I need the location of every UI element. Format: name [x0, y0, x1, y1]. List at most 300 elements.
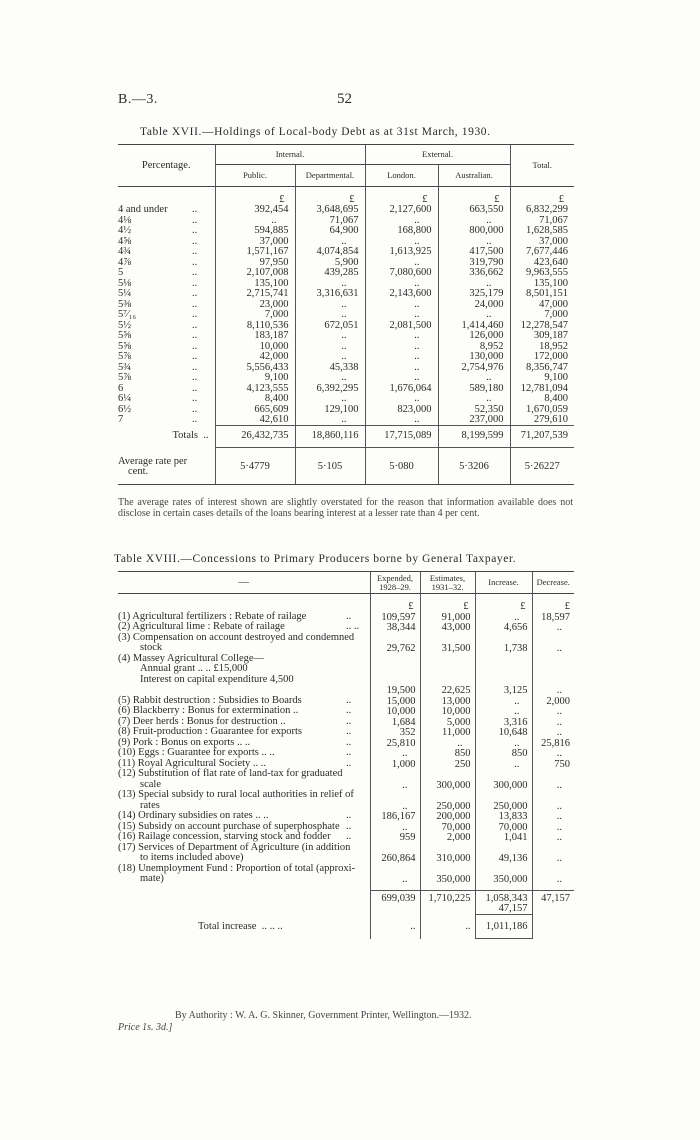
- estimates-cell: 250: [420, 759, 475, 770]
- total-estimates: 1,710,225: [420, 891, 475, 915]
- table-row: [118, 404, 574, 415]
- estimates-cell: 350,000: [420, 864, 475, 885]
- rate-cell: 5½ ..: [118, 319, 198, 331]
- col-australian: Australian.: [438, 165, 510, 187]
- australian-cell: ..: [438, 373, 510, 384]
- total-cell: 1,670,059: [510, 404, 574, 415]
- table-row: [118, 748, 574, 759]
- estimates-cell: 22,625: [420, 654, 475, 696]
- decrease-cell: ..: [532, 654, 574, 696]
- currency-symbol: £: [510, 187, 574, 205]
- public-cell: 97,950: [215, 257, 295, 268]
- decrease-cell: 25,816: [532, 738, 574, 749]
- london-cell: ..: [365, 394, 438, 405]
- table-row: [118, 383, 574, 394]
- australian-cell: 325,179: [438, 289, 510, 300]
- decrease-cell: 750: [532, 759, 574, 770]
- item-cell: (5) Rabbit destruction : Subsidies to Boards ..: [118, 694, 352, 706]
- total-cell: 6,832,299: [510, 205, 574, 216]
- total-cell: 279,610: [510, 415, 574, 426]
- total-cell: 1,628,585: [510, 226, 574, 237]
- public-cell: 9,100: [215, 373, 295, 384]
- col-external: External.: [365, 145, 510, 165]
- london-cell: ..: [365, 362, 438, 373]
- australian-cell: 8,952: [438, 341, 510, 352]
- total-increase-label: Total increase .. .. ..: [198, 920, 283, 932]
- public-cell: 135,100: [215, 278, 295, 289]
- increase-cell: ..: [475, 759, 532, 770]
- departmental-cell: 4,074,854: [295, 247, 365, 258]
- expended-cell: 352: [370, 727, 420, 738]
- london-cell: 7,080,600: [365, 268, 438, 279]
- table-row: [118, 864, 574, 885]
- london-cell: ..: [365, 257, 438, 268]
- london-cell: ..: [365, 415, 438, 426]
- page-number: 52: [337, 91, 352, 107]
- table-row: [118, 247, 574, 258]
- table-row: [118, 289, 574, 300]
- average-label: Average rate per cent.: [118, 456, 188, 477]
- rate-cell: 5⅜ ..: [118, 298, 198, 310]
- london-cell: ..: [365, 373, 438, 384]
- total-cell: 37,000: [510, 236, 574, 247]
- decrease-cell: ..: [532, 822, 574, 833]
- table-row: [118, 811, 574, 822]
- increase-cell: 1,041: [475, 832, 532, 843]
- item-cell: (6) Blackberry : Bonus for extermination .. ..: [118, 705, 352, 716]
- table18-title: Table XVIII.—Concessions to Primary Producers borne by General Taxpayer.: [114, 553, 517, 565]
- table17-note: The average rates of interest shown are slightly overstated for the reason that information available does not disclose in certain cases details of the loans bearing interest at a lesser rate than 4 per cent.: [118, 497, 573, 519]
- decrease-cell: ..: [532, 864, 574, 885]
- expended-cell: 186,167: [370, 811, 420, 822]
- australian-cell: 319,790: [438, 257, 510, 268]
- expended-cell: 1,684: [370, 717, 420, 728]
- decrease-cell: ..: [532, 622, 574, 633]
- item-cell: (10) Eggs : Guarantee for exports .. .. ..: [118, 747, 352, 758]
- rate-cell: 4⅛ ..: [118, 214, 198, 226]
- decrease-cell: ..: [532, 832, 574, 843]
- australian-cell: 663,550: [438, 205, 510, 216]
- table-row: [118, 268, 574, 279]
- estimates-cell: 70,000: [420, 822, 475, 833]
- expended-cell: 260,864: [370, 843, 420, 864]
- table17-title: Table XVII.—Holdings of Local-body Debt as at 31st March, 1930.: [140, 126, 491, 138]
- item-cell: (18) Unemployment Fund : Proportion of total (approxi- mate): [118, 862, 356, 884]
- rate-cell: 4⅝ ..: [118, 235, 198, 247]
- estimates-cell: 13,000: [420, 696, 475, 707]
- estimates-cell: ..: [420, 738, 475, 749]
- public-cell: 665,609: [215, 404, 295, 415]
- departmental-cell: 6,392,295: [295, 383, 365, 394]
- currency-symbol: £: [420, 594, 475, 612]
- total-cell: 12,781,094: [510, 383, 574, 394]
- london-cell: ..: [365, 331, 438, 342]
- total-cell: 7,000: [510, 310, 574, 321]
- increase-cell: 250,000: [475, 790, 532, 811]
- decrease-cell: ..: [532, 717, 574, 728]
- departmental-cell: 129,100: [295, 404, 365, 415]
- col-estimates: Estimates, 1931–32.: [420, 572, 475, 594]
- item-cell: (13) Special subsidy to rural local authorities in relief of rates: [118, 789, 354, 811]
- departmental-cell: 439,285: [295, 268, 365, 279]
- departmental-cell: ..: [295, 278, 365, 289]
- estimates-cell: 200,000: [420, 811, 475, 822]
- australian-cell: 800,000: [438, 226, 510, 237]
- table-row: [118, 706, 574, 717]
- rate-cell: 5⅝ ..: [118, 330, 198, 341]
- total-australian: 8,199,599: [438, 425, 510, 447]
- expended-cell: 15,000: [370, 696, 420, 707]
- public-cell: 594,885: [215, 226, 295, 237]
- total-cell: 309,187: [510, 331, 574, 342]
- table-row: [118, 310, 574, 321]
- table-row: [118, 843, 574, 864]
- public-cell: 4,123,555: [215, 383, 295, 394]
- total-cell: 7,677,446: [510, 247, 574, 258]
- table-row: [118, 236, 574, 247]
- total-cell: 423,640: [510, 257, 574, 268]
- item-cell: (7) Deer herds : Bonus for destruction .. ..: [118, 715, 352, 727]
- departmental-cell: 5,900: [295, 257, 365, 268]
- departmental-cell: ..: [295, 352, 365, 363]
- currency-symbol: £: [475, 594, 532, 612]
- departmental-cell: ..: [295, 299, 365, 310]
- table-row: [118, 362, 574, 373]
- departmental-cell: 672,051: [295, 320, 365, 331]
- public-cell: 42,000: [215, 352, 295, 363]
- decrease-cell: ..: [532, 748, 574, 759]
- public-cell: 7,000: [215, 310, 295, 321]
- estimates-cell: 91,000: [420, 612, 475, 623]
- estimates-cell: 31,500: [420, 633, 475, 654]
- expended-cell: 109,597: [370, 612, 420, 623]
- table-row: [118, 654, 574, 696]
- australian-cell: ..: [438, 278, 510, 289]
- public-cell: ..: [215, 215, 295, 226]
- rate-cell: 6 ..: [118, 382, 198, 394]
- table-row: [118, 299, 574, 310]
- increase-cell: ..: [475, 738, 532, 749]
- public-cell: 37,000: [215, 236, 295, 247]
- increase-cell: 1,738: [475, 633, 532, 654]
- col-blank: —: [118, 572, 370, 594]
- london-cell: 1,613,925: [365, 247, 438, 258]
- decrease-cell: 18,597: [532, 612, 574, 623]
- increase-cell: 3,316: [475, 717, 532, 728]
- table-row: [118, 373, 574, 384]
- increase-cell: 850: [475, 748, 532, 759]
- item-cell: (11) Royal Agricultural Society .. .. ..: [118, 757, 352, 769]
- item-cell: (4) Massey Agricultural College— Annual grant .. .. £15,000 Interest on capital expenditure 4,500: [118, 652, 294, 685]
- rate-cell: 5¾ ..: [118, 361, 198, 373]
- item-cell: (12) Substitution of flat rate of land-tax for graduated scale: [118, 768, 343, 790]
- rate-cell: 5 ..: [118, 267, 198, 278]
- total-cell: 47,000: [510, 299, 574, 310]
- departmental-cell: 64,900: [295, 226, 365, 237]
- col-london: London.: [365, 165, 438, 187]
- estimates-cell: 300,000: [420, 769, 475, 790]
- decrease-cell: ..: [532, 790, 574, 811]
- col-percentage: Percentage.: [118, 145, 215, 187]
- estimates-cell: 43,000: [420, 622, 475, 633]
- departmental-cell: 3,316,631: [295, 289, 365, 300]
- increase-cell: ..: [475, 706, 532, 717]
- london-cell: ..: [365, 299, 438, 310]
- table-row: [118, 832, 574, 843]
- decrease-cell: ..: [532, 843, 574, 864]
- decrease-cell: ..: [532, 811, 574, 822]
- currency-symbol: £: [295, 187, 365, 205]
- increase-cell: 350,000: [475, 864, 532, 885]
- rate-cell: 5⅛ ..: [118, 277, 198, 289]
- expended-cell: 25,810: [370, 738, 420, 749]
- rate-cell: 6¼ ..: [118, 393, 198, 404]
- london-cell: 823,000: [365, 404, 438, 415]
- decrease-cell: ..: [532, 769, 574, 790]
- rate-cell: 5⅝ ..: [118, 340, 198, 352]
- table-row: [118, 226, 574, 237]
- departmental-cell: ..: [295, 373, 365, 384]
- departmental-cell: ..: [295, 331, 365, 342]
- currency-symbol: £: [438, 187, 510, 205]
- table-row: [118, 633, 574, 654]
- decrease-cell: ..: [532, 706, 574, 717]
- price: Price 1s. 3d.]: [118, 1022, 173, 1033]
- australian-cell: 336,662: [438, 268, 510, 279]
- total-cell: 18,952: [510, 341, 574, 352]
- table-row: [118, 257, 574, 268]
- page-section: B.—3.: [118, 92, 158, 107]
- table-row: [118, 278, 574, 289]
- currency-symbol: £: [532, 594, 574, 612]
- totals-label: Totals ..: [172, 430, 209, 442]
- table18: [118, 571, 574, 939]
- australian-cell: 1,414,460: [438, 320, 510, 331]
- expended-cell: ..: [370, 864, 420, 885]
- increase-cell: ..: [475, 612, 532, 623]
- rate-cell: 4¾ ..: [118, 246, 198, 257]
- total-cell: 12,278,547: [510, 320, 574, 331]
- total-cell: 8,501,151: [510, 289, 574, 300]
- table-row: [118, 352, 574, 363]
- decrease-cell: ..: [532, 633, 574, 654]
- departmental-cell: 71,067: [295, 215, 365, 226]
- increase-cell: 4,656: [475, 622, 532, 633]
- total-cell: 8,356,747: [510, 362, 574, 373]
- rate-cell: 4½ ..: [118, 225, 198, 236]
- public-cell: 1,571,167: [215, 247, 295, 258]
- expended-cell: 38,344: [370, 622, 420, 633]
- increase-cell: 3,125: [475, 654, 532, 696]
- australian-cell: 417,500: [438, 247, 510, 258]
- expended-cell: ..: [370, 748, 420, 759]
- estimates-cell: 10,000: [420, 706, 475, 717]
- expended-cell: 19,500: [370, 654, 420, 696]
- total-cell: 172,000: [510, 352, 574, 363]
- estimates-cell: 2,000: [420, 832, 475, 843]
- london-cell: 2,081,500: [365, 320, 438, 331]
- table-row: [118, 415, 574, 426]
- total-cell: 9,100: [510, 373, 574, 384]
- departmental-cell: ..: [295, 310, 365, 321]
- col-decrease: Decrease.: [532, 572, 574, 594]
- col-public: Public.: [215, 165, 295, 187]
- london-cell: ..: [365, 341, 438, 352]
- item-cell: (3) Compensation on account destroyed and condemned stock: [118, 631, 355, 653]
- london-cell: 2,143,600: [365, 289, 438, 300]
- public-cell: 392,454: [215, 205, 295, 216]
- australian-cell: 2,754,976: [438, 362, 510, 373]
- departmental-cell: ..: [295, 415, 365, 426]
- total-departmental: 18,860,116: [295, 425, 365, 447]
- rate-cell: 6½ ..: [118, 403, 198, 415]
- public-cell: 8,110,536: [215, 320, 295, 331]
- estimates-cell: 5,000: [420, 717, 475, 728]
- public-cell: 5,556,433: [215, 362, 295, 373]
- estimates-cell: 250,000: [420, 790, 475, 811]
- total-expended: 699,039: [370, 891, 420, 915]
- col-expended: Expended, 1928–29.: [370, 572, 420, 594]
- item-cell: (1) Agricultural fertilizers : Rebate of railage ..: [118, 610, 352, 622]
- estimates-cell: 850: [420, 748, 475, 759]
- london-cell: ..: [365, 352, 438, 363]
- expended-cell: 29,762: [370, 633, 420, 654]
- table-row: [118, 320, 574, 331]
- expended-cell: ..: [370, 769, 420, 790]
- currency-symbol: £: [215, 187, 295, 205]
- estimates-cell: 310,000: [420, 843, 475, 864]
- table-row: [118, 394, 574, 405]
- table-row: [118, 205, 574, 216]
- total-increase: 1,058,343 47,157: [475, 891, 532, 915]
- rate-cell: 7 ..: [118, 414, 198, 425]
- public-cell: 8,400: [215, 394, 295, 405]
- rate-cell: 5⅞ ..: [118, 372, 198, 383]
- total-cell: 8,400: [510, 394, 574, 405]
- public-cell: 183,187: [215, 331, 295, 342]
- increase-cell: 300,000: [475, 769, 532, 790]
- col-increase: Increase.: [475, 572, 532, 594]
- public-cell: 10,000: [215, 341, 295, 352]
- item-cell: (16) Railage concession, starving stock and fodder ..: [118, 831, 352, 842]
- table-row: [118, 769, 574, 790]
- total-decrease: 47,157: [532, 891, 574, 915]
- australian-cell: ..: [438, 236, 510, 247]
- decrease-cell: 2,000: [532, 696, 574, 707]
- increase-cell: 70,000: [475, 822, 532, 833]
- total-cell: 9,963,555: [510, 268, 574, 279]
- rate-cell: 4 and under ..: [118, 204, 198, 215]
- increase-cell: 10,648: [475, 727, 532, 738]
- item-cell: (15) Subsidy on account purchase of superphosphate ..: [118, 820, 352, 832]
- expended-cell: 959: [370, 832, 420, 843]
- average-departmental: 5·105: [295, 457, 365, 476]
- rate-cell: 5¼ ..: [118, 288, 198, 299]
- item-cell: (9) Pork : Bonus on exports .. .. ..: [118, 736, 352, 748]
- average-london: 5·080: [365, 457, 438, 476]
- col-total: Total.: [510, 145, 574, 187]
- london-cell: ..: [365, 310, 438, 321]
- average-public: 5·4779: [215, 457, 295, 476]
- item-cell: (8) Fruit-production : Guarantee for exports ..: [118, 726, 352, 737]
- london-cell: 1,676,064: [365, 383, 438, 394]
- departmental-cell: 3,648,695: [295, 205, 365, 216]
- currency-symbol: £: [365, 187, 438, 205]
- departmental-cell: ..: [295, 394, 365, 405]
- table-row: [118, 790, 574, 811]
- table-row: [118, 759, 574, 770]
- total-cell: 135,100: [510, 278, 574, 289]
- australian-cell: ..: [438, 215, 510, 226]
- table-row: [118, 341, 574, 352]
- table-row: [118, 331, 574, 342]
- departmental-cell: 45,338: [295, 362, 365, 373]
- departmental-cell: ..: [295, 341, 365, 352]
- currency-symbol: £: [370, 594, 420, 612]
- australian-cell: ..: [438, 394, 510, 405]
- estimates-cell: 11,000: [420, 727, 475, 738]
- australian-cell: 126,000: [438, 331, 510, 342]
- rate-cell: 5⁷⁄₁₆ ..: [118, 309, 198, 320]
- table-row: [118, 215, 574, 226]
- total-public: 26,432,735: [215, 425, 295, 447]
- australian-cell: 24,000: [438, 299, 510, 310]
- australian-cell: 237,000: [438, 415, 510, 426]
- public-cell: 42,610: [215, 415, 295, 426]
- item-cell: (17) Services of Department of Agriculture (in addition to items included above): [118, 841, 351, 863]
- col-departmental: Departmental.: [295, 165, 365, 187]
- increase-value: 1,011,186: [475, 915, 532, 939]
- australian-cell: 130,000: [438, 352, 510, 363]
- increase-cell: 49,136: [475, 843, 532, 864]
- australian-cell: 52,350: [438, 404, 510, 415]
- printer-authority: By Authority : W. A. G. Skinner, Government Printer, Wellington.—1932.: [175, 1010, 472, 1021]
- table17: [118, 144, 574, 485]
- public-cell: 2,107,008: [215, 268, 295, 279]
- increase-expended: ..: [370, 915, 420, 939]
- expended-cell: 10,000: [370, 706, 420, 717]
- london-cell: ..: [365, 236, 438, 247]
- total-london: 17,715,089: [365, 425, 438, 447]
- item-cell: (2) Agricultural lime : Rebate of railage .. ..: [118, 621, 360, 632]
- table-row: [118, 622, 574, 633]
- increase-estimates: ..: [420, 915, 475, 939]
- increase-cell: ..: [475, 696, 532, 707]
- public-cell: 23,000: [215, 299, 295, 310]
- decrease-cell: ..: [532, 727, 574, 738]
- col-internal: Internal.: [215, 145, 365, 165]
- average-australian: 5·3206: [438, 457, 510, 476]
- london-cell: ..: [365, 278, 438, 289]
- rate-cell: 4⅞ ..: [118, 256, 198, 268]
- table-row: [118, 727, 574, 738]
- london-cell: 168,800: [365, 226, 438, 237]
- total-cell: 71,067: [510, 215, 574, 226]
- increase-cell: 13,833: [475, 811, 532, 822]
- expended-cell: 1,000: [370, 759, 420, 770]
- item-cell: (14) Ordinary subsidies on rates .. .. ..: [118, 810, 352, 821]
- australian-cell: ..: [438, 310, 510, 321]
- total-total: 71,207,539: [510, 425, 574, 447]
- rate-cell: 5⅞ ..: [118, 351, 198, 362]
- london-cell: 2,127,600: [365, 205, 438, 216]
- australian-cell: 589,180: [438, 383, 510, 394]
- expended-cell: ..: [370, 822, 420, 833]
- average-total: 5·26227: [510, 457, 574, 476]
- london-cell: ..: [365, 215, 438, 226]
- public-cell: 2,715,741: [215, 289, 295, 300]
- expended-cell: ..: [370, 790, 420, 811]
